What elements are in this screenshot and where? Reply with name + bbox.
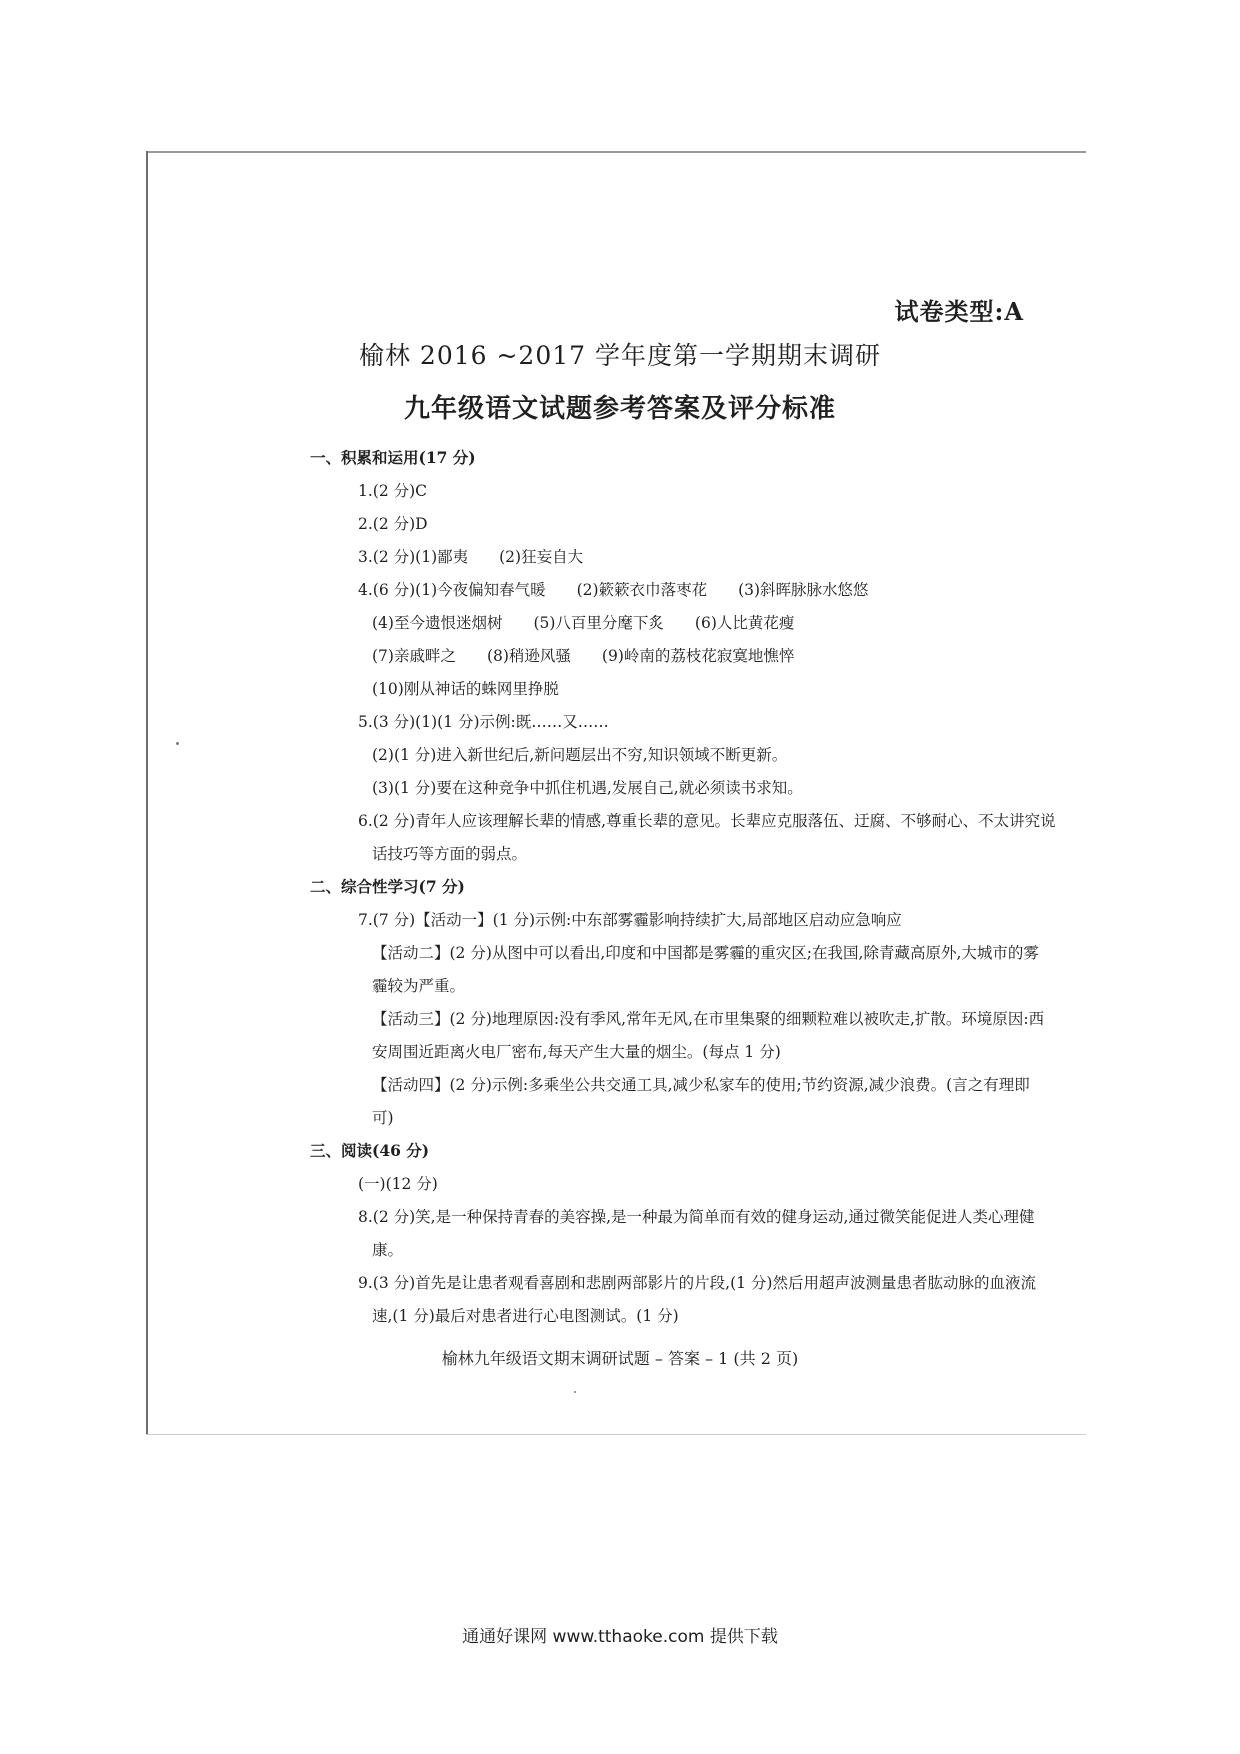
- answer-line: 速,(1 分)最后对患者进行心电图测试。(1 分): [372, 1307, 679, 1325]
- page-title: 榆林 2016 ~2017 学年度第一学期期末调研: [358, 341, 882, 370]
- section-heading: 二、综合性学习(7 分): [310, 877, 465, 896]
- answer-line: 4.(6 分)(1)今夜偏知春气暖 (2)簌簌衣巾落枣花 (3)斜晖脉脉水悠悠: [358, 581, 869, 599]
- paper-type-label: 试卷类型:A: [894, 297, 1024, 326]
- answer-line: 6.(2 分)青年人应该理解长辈的情感,尊重长辈的意见。长辈应克服落伍、迂腐、不够耐心、不太讲究说: [358, 812, 1056, 830]
- answer-line: (2)(1 分)进入新世纪后,新问题层出不穷,知识领域不断更新。: [372, 746, 788, 764]
- answer-line: (7)亲戚畔之 (8)稍逊风骚 (9)岭南的荔枝花寂寞地憔悴: [372, 647, 795, 665]
- page-subtitle: 九年级语文试题参考答案及评分标准: [403, 394, 836, 424]
- section-heading: 一、积累和运用(17 分): [310, 448, 476, 467]
- answer-line: 1.(2 分)C: [358, 482, 428, 500]
- answer-line: 康。: [372, 1241, 404, 1259]
- answer-line: 话技巧等方面的弱点。: [372, 845, 528, 863]
- scan-speck: [574, 1391, 576, 1393]
- answer-line: 【活动二】(2 分)从图中可以看出,印度和中国都是雾霾的重灾区;在我国,除青藏高原外,大城市的雾: [372, 944, 1039, 962]
- page-footer: 榆林九年级语文期末调研试题 – 答案 – 1 (共 2 页): [441, 1349, 799, 1368]
- scan-border-top: [146, 151, 1086, 153]
- answer-line: 【活动三】(2 分)地理原因:没有季风,常年无风,在市里集聚的细颗粒难以被吹走,扩散。环境原因:西: [372, 1010, 1045, 1028]
- answer-line: (一)(12 分): [358, 1175, 438, 1193]
- answer-line: 安周围近距离火电厂密布,每天产生大量的烟尘。(每点 1 分): [372, 1043, 781, 1061]
- answer-line: (10)刚从神话的蛛网里挣脱: [372, 680, 559, 698]
- section-heading: 三、阅读(46 分): [310, 1141, 430, 1160]
- answer-line: (4)至今遗恨迷烟树 (5)八百里分麾下炙 (6)人比黄花瘦: [372, 614, 795, 632]
- answer-line: 可): [372, 1109, 394, 1127]
- scan-border-bottom: [146, 1434, 1086, 1435]
- answer-line: 5.(3 分)(1)(1 分)示例:既……又……: [358, 713, 609, 731]
- answer-line: 8.(2 分)笑,是一种保持青春的美容操,是一种最为简单而有效的健身运动,通过微笑能促进人类心理健: [358, 1208, 1035, 1226]
- download-watermark: 通通好课网 www.tthaoke.com 提供下载: [462, 1627, 778, 1647]
- answer-line: 9.(3 分)首先是让患者观看喜剧和悲剧两部影片的片段,(1 分)然后用超声波测量患者肱动脉的血液流: [358, 1274, 1036, 1292]
- answer-line: 7.(7 分)【活动一】(1 分)示例:中东部雾霾影响持续扩大,局部地区启动应急响应: [358, 911, 902, 929]
- answer-line: 霾较为严重。: [372, 977, 466, 995]
- answer-line: 2.(2 分)D: [358, 515, 428, 533]
- scan-speck: [176, 742, 179, 745]
- answer-line: (3)(1 分)要在这种竞争中抓住机遇,发展自己,就必须读书求知。: [372, 779, 803, 797]
- answer-line: 3.(2 分)(1)鄙夷 (2)狂妄自大: [358, 548, 584, 566]
- answer-line: 【活动四】(2 分)示例:多乘坐公共交通工具,减少私家车的使用;节约资源,减少浪费。(言之有理即: [372, 1076, 1030, 1094]
